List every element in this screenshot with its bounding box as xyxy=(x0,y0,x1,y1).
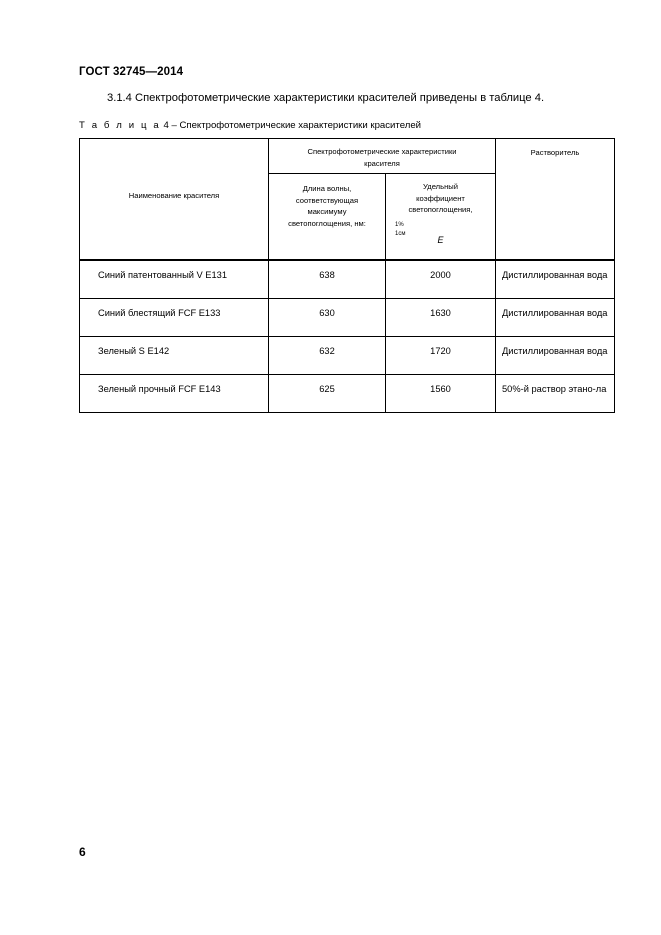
header-dye-name-text: Наименование красителя xyxy=(128,191,220,200)
formula-subscript: 1см xyxy=(395,230,406,237)
cell-wavelength: 632 xyxy=(269,336,386,374)
header-coefficient xyxy=(386,174,496,260)
cell-dye-name: Синий патентованный V E131 xyxy=(80,260,269,299)
cell-solvent: Дистиллированная вода xyxy=(496,260,615,299)
cell-dye-name: Синий блестящий FCF E133 xyxy=(80,298,269,336)
spectro-table xyxy=(79,138,615,413)
table-caption-prefix: Т а б л и ц а xyxy=(79,120,161,131)
cell-coefficient: 1630 xyxy=(386,298,496,336)
header-spectro-group-text: Спектрофотометрические характеристики красителя xyxy=(307,147,457,168)
coefficient-formula xyxy=(386,217,495,259)
cell-coefficient: 1720 xyxy=(386,336,496,374)
header-coefficient-text: Удельный коэффициент светопоглощения, xyxy=(408,182,473,214)
table-row xyxy=(80,260,615,299)
header-wavelength-text: Длина волны, соответствующая максимуму светопоглощения, нм: xyxy=(288,184,366,228)
cell-wavelength: 638 xyxy=(269,260,386,299)
header-solvent xyxy=(496,139,615,260)
table-row xyxy=(80,336,615,374)
document-header: ГОСТ 32745—2014 xyxy=(79,66,184,78)
header-solvent-text: Растворитель xyxy=(530,148,580,157)
cell-coefficient: 1560 xyxy=(386,374,496,412)
formula-superscript: 1% xyxy=(395,221,404,228)
header-dye-name xyxy=(80,139,269,260)
cell-dye-name: Зеленый S E142 xyxy=(80,336,269,374)
header-spectro-group xyxy=(269,139,496,174)
table-row xyxy=(80,298,615,336)
cell-wavelength: 625 xyxy=(269,374,386,412)
table-caption-text: 4 – Спектрофотометрические характеристики красителей xyxy=(160,120,422,131)
formula-symbol: E xyxy=(437,234,444,245)
cell-dye-name: Зеленый прочный FCF E143 xyxy=(80,374,269,412)
table-row xyxy=(80,374,615,412)
cell-solvent: Дистиллированная вода xyxy=(496,336,615,374)
cell-solvent: Дистиллированная вода xyxy=(496,298,615,336)
cell-wavelength: 630 xyxy=(269,298,386,336)
header-wavelength xyxy=(269,174,386,260)
paragraph-3-1-4: 3.1.4 Спектрофотометрические характеристики красителей приведены в таблице 4. xyxy=(107,92,545,104)
page-number: 6 xyxy=(79,845,86,859)
cell-solvent: 50%-й раствор этано-ла xyxy=(496,374,615,412)
table-caption xyxy=(79,120,421,131)
cell-coefficient: 2000 xyxy=(386,260,496,299)
